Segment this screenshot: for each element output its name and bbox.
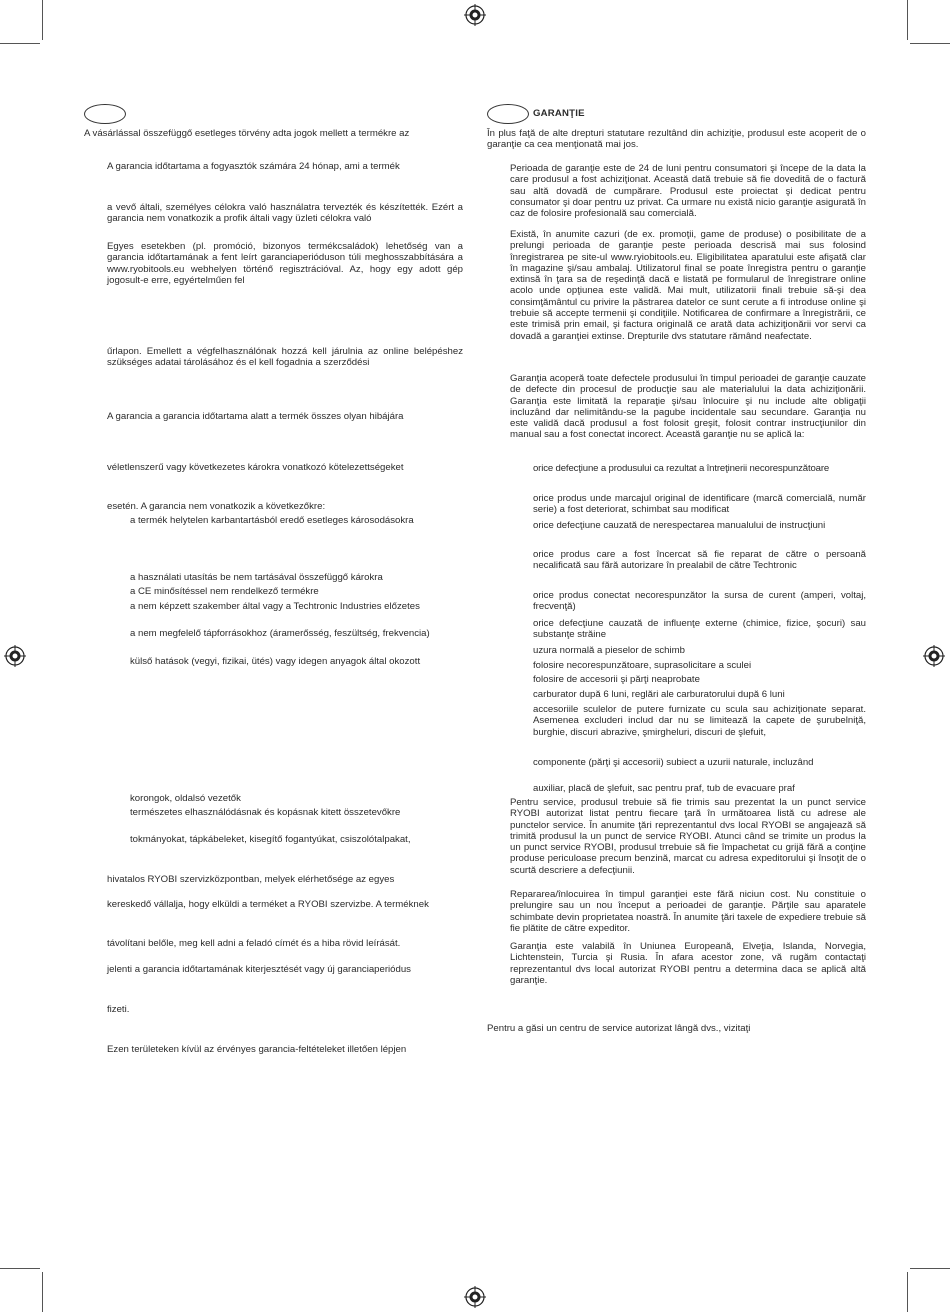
list-item: külső hatások (vegyi, fizikai, ütés) vagy idegen anyagok által okozott <box>130 656 421 667</box>
crop-mark <box>907 0 908 40</box>
list-item: folosire de accesorii şi părţi neaprobate <box>533 674 700 685</box>
paragraph: jelenti a garancia időtartamának kiterjesztését vagy új garanciaperiódus <box>107 964 411 975</box>
left-header <box>84 100 463 126</box>
list-item: uzura normală a pieselor de schimb <box>533 645 685 656</box>
list-item: auxiliar, placă de şlefuit, sac pentru praf, tub de evacuare praf <box>533 783 795 794</box>
language-badge-oval <box>487 104 529 124</box>
paragraph: Repararea/înlocuirea în timpul garanţiei este fără niciun cost. Nu constituie o prelungire sau un nou început a perioadei de garanţie. Părţile sau aparatele schimbate devin proprietatea noastră. În anumite ţări taxele de expediere trebuie să fie plătite de către expeditor. <box>510 889 866 934</box>
list-item: orice produs care a fost încercat să fie reparat de către o persoană necalificată sau fără autorizare în prealabil de către Techtronic <box>533 549 866 572</box>
list-item: a nem megfelelő tápforrásokhoz (áramerősség, feszültség, frekvencia) <box>130 628 430 639</box>
list-item: a használati utasítás be nem tartásával összefüggő károkra <box>130 572 383 583</box>
paragraph: Pentru service, produsul trebuie să fie trimis sau prezentat la un punct service RYOBI autorizat listat pentru fiecare ţară în următoarea listă cu adrese ale punctelor service. În anumite ţări reprezentantul dvs local RYOBI se angajează să trimită produsul la un punct de service RYOBI. Atunci când se trimite un produs la un punct service RYOBI, produsul trrebuie să fie împachetat cu grijă fără a conţine produse periculoase precum benzină, marcat cu adresa expeditorului şi însoţit de o scurtă descriere a defecţiunii. <box>510 797 866 876</box>
paragraph: tokmányokat, tápkábeleket, kisegítő fogantyúkat, csiszolótalpakat, <box>130 834 411 845</box>
crop-mark <box>910 1268 950 1269</box>
paragraph: Garanţia acoperă toate defectele produsului în timpul perioadei de garanţie cauzate de defecte din procesul de producţie sau ale materialului la data achiziţionării. Garanţia este limitată la reparaţie şi/sau înlocuire şi nu include alte obligaţii incluzând dar nelimitându-se la pagube incidentale sau secundare. Garanţia nu este validă dacă produsul a fost folosit greşit, folosit contrar instrucţiunilor din manual sau a fost conectat incorect. Această garanţie nu se aplică la: <box>510 373 866 441</box>
list-item: orice defecţiune cauzată de nerespectarea manualului de instrucţiuni <box>533 520 826 531</box>
list-item: componente (părţi şi accesorii) subiect a uzurii naturale, incluzând <box>533 757 814 768</box>
paragraph: űrlapon. Emellett a végfelhasználónak hozzá kell járulnia az online belépéshez szükséges adatai tárolásához és el kell fogadnia a szerződési <box>107 346 463 369</box>
left-column <box>84 100 463 126</box>
paragraph: Există, în anumite cazuri (de ex. promoţii, game de produse) o posibilitate de a prelungi perioada de garanţie peste perioada descrisă mai sus folosind înregistrarea pe site-ul www.ryiobitools.eu. Eligibilitatea aparatului este afişată clar în magazine şi/sau ambalaj. Utilizatorul final se poate înregistra pentru o garanţie extinsă în ţara sa de reşedinţă dacă e listată pe formularul de înregistrare online acolo unde opţiunea este validă. Mai mult, utilizatorii finali trebuie să-şi dea consimţământul cu privire la păstrarea datelor ce sunt cerute a fi introduse online şi trebuie să accepte termenii şi condiţiile. Notificarea de confirmare a înregistrării, ce este trimisă prin email, şi factura originală ce arată data achiziţionării vor servi ca dovadă a garanţiei extinse. Drepturile dvs statutare rămând neafectate. <box>510 229 866 342</box>
paragraph: hivatalos RYOBI szervizközpontban, melyek elérhetősége az egyes <box>107 874 395 885</box>
list-item: accesoriile sculelor de putere furnizate cu scula sau achiziţionate separat. Asemenea excluderi includ dar nu se limitează la capete de şurubelniţă, burghie, discuri abrazive, şmirgheluri, discuri de şlefuit, <box>533 704 866 738</box>
crop-mark <box>910 43 950 44</box>
registration-mark-icon <box>4 645 26 667</box>
crop-mark <box>907 1272 908 1312</box>
paragraph: Garanţia este valabilă în Uniunea Europeană, Elveţia, Islanda, Norvegia, Lichtenstein, Turcia şi Rusia. În afara acestor zone, vă rugăm contactaţi reprezentantul dvs local autorizat RYOBI pentru a determina daca se aplică altă garanţie. <box>510 941 866 986</box>
list-item: orice produs unde marcajul original de identificare (marcă comercială, număr serie) a fost deteriorat, schimbat sau modificat <box>533 493 866 516</box>
list-item: természetes elhasználódásnak és kopásnak kitett összetevőkre <box>130 807 401 818</box>
section-title: GARANŢIE <box>533 108 585 119</box>
list-item: a CE minősítéssel nem rendelkező termékre <box>130 586 319 597</box>
paragraph: A garancia a garancia időtartama alatt a termék összes olyan hibájára <box>107 411 404 422</box>
paragraph: kereskedő vállalja, hogy elküldi a terméket a RYOBI szervizbe. A terméknek <box>107 899 429 910</box>
list-item: folosire necorespunzătoare, suprasolicitare a sculei <box>533 660 752 671</box>
paragraph: Ezen területeken kívül az érvényes garancia-feltételeket illetően lépjen <box>107 1044 407 1055</box>
paragraph: a vevő általi, személyes célokra való használatra tervezték és készítették. Ezért a garancia nem vonatkozik a profik általi vagy üzleti célokra való <box>107 202 463 225</box>
list-item: a termék helytelen karbantartásból eredő esetleges károsodásokra <box>130 515 414 526</box>
paragraph: véletlenszerű vagy következetes károkra vonatkozó kötelezettségeket <box>107 462 404 473</box>
paragraph: A garancia időtartama a fogyasztók számára 24 hónap, ami a termék <box>107 161 400 172</box>
language-badge-oval <box>84 104 126 124</box>
paragraph: távolítani belőle, meg kell adni a feladó címét és a hiba rövid leírását. <box>107 938 401 949</box>
right-column <box>487 100 866 126</box>
right-header <box>487 100 866 126</box>
registration-mark-icon <box>464 4 486 26</box>
registration-mark-icon <box>464 1286 486 1308</box>
paragraph: În plus faţă de alte drepturi statutare rezultând din achiziţie, produsul este acoperit de o garanţie ca cea menţionată mai jos. <box>487 128 866 151</box>
crop-mark <box>0 1268 40 1269</box>
list-item: orice produs conectat necorespunzător la sursa de curent (amperi, voltaj, frecvenţă) <box>533 590 866 613</box>
crop-mark <box>42 1272 43 1312</box>
list-item: korongok, oldalsó vezetők <box>130 793 241 804</box>
paragraph: esetén. A garancia nem vonatkozik a következőkre: <box>107 501 326 512</box>
paragraph: Egyes esetekben (pl. promóció, bizonyos termékcsaládok) lehetőség van a garancia időtartamának a fent leírt garanciaperióduson túli meghosszabbítására a www.ryobitools.eu webhelyen történő regisztrációval. Az, hogy egy adott gép jogosult-e erre, egyértelműen fel <box>107 241 463 286</box>
crop-mark <box>0 43 40 44</box>
registration-mark-icon <box>923 645 945 667</box>
crop-mark <box>42 0 43 40</box>
list-item: carburator după 6 luni, reglări ale carburatorului după 6 luni <box>533 689 785 700</box>
list-item: a nem képzett szakember által vagy a Techtronic Industries előzetes <box>130 601 420 612</box>
paragraph: Pentru a găsi un centru de service autorizat lângă dvs., vizitaţi <box>487 1023 751 1034</box>
paragraph: A vásárlással összefüggő esetleges törvény adta jogok mellett a termékre az <box>84 128 410 139</box>
paragraph: fizeti. <box>107 1004 130 1015</box>
paragraph: Perioada de garanţie este de 24 de luni pentru consumatori şi începe de la data la care produsul a fost achiziţionat. Această dată trebuie să fie doveditā de o factură sau altă dovadă de cumpărare. Produsul este proiectat şi dedicat pentru consumator şi doar pentru uz privat. Ca urmare nu există nicio garanţie asigurată în caz de folosire profesională sau comercială. <box>510 163 866 220</box>
list-item: orice defecţiune a produsului ca rezultat a întreţinerii necorespunzătoare <box>533 463 830 474</box>
list-item: orice defecţiune cauzată de influenţe externe (chimice, fizice, şocuri) sau substanţe străine <box>533 618 866 641</box>
